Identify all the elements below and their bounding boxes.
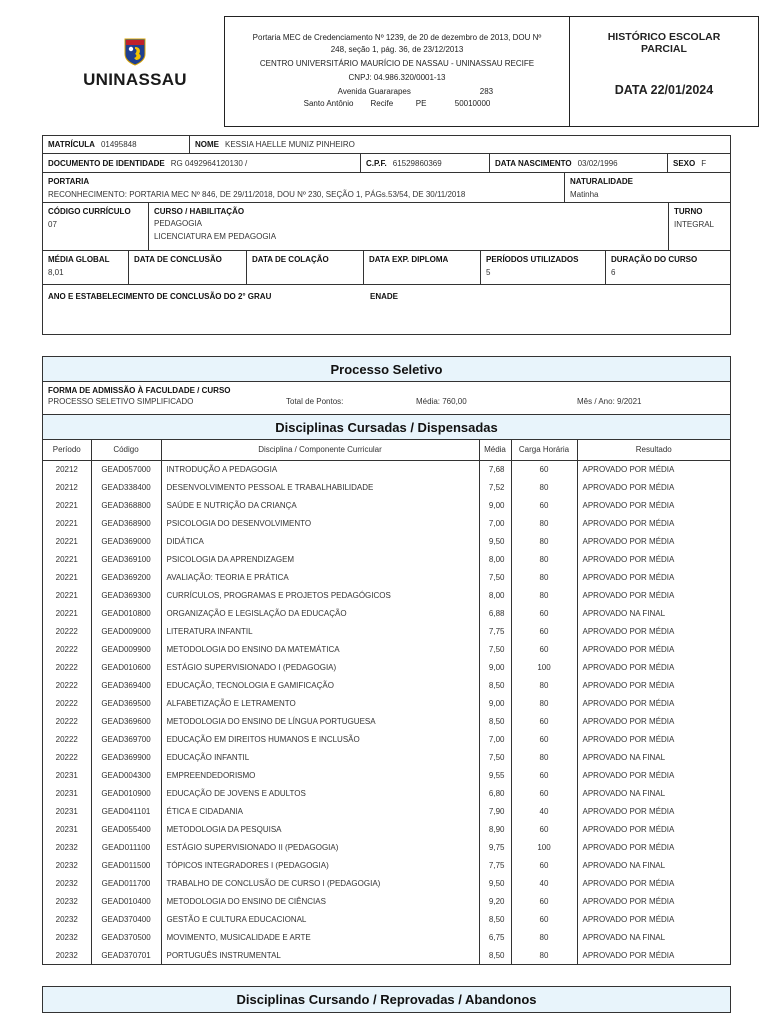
forma-admissao-value: PROCESSO SELETIVO SIMPLIFICADO <box>48 397 194 406</box>
info-row-documents <box>43 154 730 173</box>
cell-disciplina: ORGANIZAÇÃO E LEGISLAÇÃO DA EDUCAÇÃO <box>161 604 479 622</box>
naturalidade-value: Matinha <box>570 190 599 199</box>
portaria-field <box>43 173 565 202</box>
cell-disciplina: METODOLOGIA DO ENSINO DE CIÊNCIAS <box>161 892 479 910</box>
cell-codigo: GEAD004300 <box>91 766 161 784</box>
segundo-grau-label: ANO E ESTABELECIMENTO DE CONCLUSÃO DO 2° GRAU <box>48 292 272 301</box>
cell-periodo: 20222 <box>43 712 91 730</box>
table-row <box>43 640 730 658</box>
cell-carga-horaria: 60 <box>511 730 577 748</box>
info-row-conclusao <box>43 251 730 285</box>
cell-resultado: APROVADO POR MÉDIA <box>582 824 675 834</box>
cell-media: 8,50 <box>479 910 511 928</box>
document-title-line1: HISTÓRICO ESCOLAR <box>607 31 721 43</box>
cell-media: 9,55 <box>479 766 511 784</box>
cell-disciplina: EDUCAÇÃO DE JOVENS E ADULTOS <box>161 784 479 802</box>
cell-resultado: APROVADO POR MÉDIA <box>582 806 675 816</box>
cell-media: 6,88 <box>479 604 511 622</box>
table-row <box>43 604 730 622</box>
cell-resultado: APROVADO POR MÉDIA <box>582 500 675 510</box>
naturalidade-field <box>565 173 730 202</box>
disciplinas-cursadas-heading: Disciplinas Cursadas / Dispensadas <box>43 414 730 440</box>
nascimento-value: 03/02/1996 <box>577 159 618 168</box>
media-global-field <box>43 251 129 284</box>
nome-label: NOME <box>195 140 219 149</box>
shield-crest-icon <box>124 38 146 66</box>
table-row <box>43 928 730 946</box>
column-header-disciplina: Disciplina / Componente Curricular <box>161 440 479 460</box>
cell-periodo: 20231 <box>43 820 91 838</box>
cell-periodo: 20232 <box>43 910 91 928</box>
table-row <box>43 802 730 820</box>
cell-disciplina: AVALIAÇÃO: TEORIA E PRÁTICA <box>161 568 479 586</box>
cell-disciplina: EMPREENDEDORISMO <box>161 766 479 784</box>
cell-media: 7,75 <box>479 622 511 640</box>
table-row <box>43 658 730 676</box>
cell-periodo: 20232 <box>43 856 91 874</box>
cell-resultado: APROVADO POR MÉDIA <box>582 716 675 726</box>
cell-codigo: GEAD368900 <box>91 514 161 532</box>
cell-disciplina: EDUCAÇÃO EM DIREITOS HUMANOS E INCLUSÃO <box>161 730 479 748</box>
cell-periodo: 20232 <box>43 928 91 946</box>
codigo-curriculo-field <box>43 203 149 250</box>
cell-carga-horaria: 60 <box>511 910 577 928</box>
sexo-value: F <box>701 159 707 168</box>
cell-media: 9,20 <box>479 892 511 910</box>
cell-codigo: GEAD010400 <box>91 892 161 910</box>
cell-codigo: GEAD370701 <box>91 946 161 964</box>
cell-media: 7,50 <box>479 748 511 766</box>
column-header-media: Média <box>479 440 511 460</box>
cell-media: 9,00 <box>479 496 511 514</box>
media-global-value: 8,01 <box>48 268 64 277</box>
info-row-segundo-grau <box>43 285 730 334</box>
cell-media: 7,75 <box>479 856 511 874</box>
cell-resultado: APROVADO NA FINAL <box>582 608 666 618</box>
turno-label: TURNO <box>674 207 703 216</box>
cell-media: 8,50 <box>479 946 511 964</box>
cell-disciplina: ALFABETIZAÇÃO E LETRAMENTO <box>161 694 479 712</box>
cell-carga-horaria: 60 <box>511 784 577 802</box>
cell-media: 9,00 <box>479 658 511 676</box>
cell-carga-horaria: 60 <box>511 604 577 622</box>
institution-name: CENTRO UNIVERSITÁRIO MAURÍCIO DE NASSAU - UNINASSAU RECIFE <box>259 59 535 68</box>
cell-disciplina: ESTÁGIO SUPERVISIONADO II (PEDAGOGIA) <box>161 838 479 856</box>
codigo-curriculo-label: CÓDIGO CURRÍCULO <box>48 207 131 216</box>
cell-carga-horaria: 80 <box>511 946 577 964</box>
address-state: PE <box>415 99 427 108</box>
cell-periodo: 20222 <box>43 694 91 712</box>
turno-field <box>669 203 730 250</box>
mes-ano-admissao: Mês / Ano: 9/2021 <box>577 397 642 406</box>
cell-media: 7,00 <box>479 514 511 532</box>
logo-wordmark: UNINASSAU <box>83 70 187 89</box>
cell-periodo: 20221 <box>43 550 91 568</box>
cell-media: 9,75 <box>479 838 511 856</box>
address-street: Avenida Guararapes <box>337 87 411 96</box>
table-row <box>43 838 730 856</box>
periodos-field <box>481 251 606 284</box>
cell-periodo: 20222 <box>43 640 91 658</box>
cell-carga-horaria: 60 <box>511 766 577 784</box>
forma-admissao-label: FORMA DE ADMISSÃO À FACULDADE / CURSO <box>48 386 231 395</box>
info-row-curso <box>43 203 730 251</box>
data-colacao-label: DATA DE COLAÇÃO <box>252 255 329 264</box>
table-row <box>43 568 730 586</box>
cell-resultado: APROVADO POR MÉDIA <box>582 680 675 690</box>
cell-disciplina: LITERATURA INFANTIL <box>161 622 479 640</box>
cell-resultado: APROVADO POR MÉDIA <box>582 554 675 564</box>
column-header-carga-horaria: Carga Horária <box>511 440 577 460</box>
cell-periodo: 20232 <box>43 838 91 856</box>
cell-resultado: APROVADO NA FINAL <box>582 932 666 942</box>
media-global-label: MÉDIA GLOBAL <box>48 255 110 264</box>
cell-resultado: APROVADO POR MÉDIA <box>582 734 675 744</box>
cell-carga-horaria: 60 <box>511 640 577 658</box>
cell-periodo: 20222 <box>43 622 91 640</box>
document-date: DATA 22/01/2024 <box>614 83 714 97</box>
portaria-value: RECONHECIMENTO: PORTARIA MEC Nº 846, DE 29/11/2018, DOU Nº 230, SEÇÃO 1, PÁGs.53/54, DE 30/11/2018 <box>48 190 466 199</box>
institution-logo <box>60 38 210 108</box>
cell-periodo: 20221 <box>43 532 91 550</box>
documento-label: DOCUMENTO DE IDENTIDADE <box>48 159 165 168</box>
table-row <box>43 766 730 784</box>
cell-periodo: 20221 <box>43 586 91 604</box>
cell-resultado: APROVADO POR MÉDIA <box>582 536 675 546</box>
cell-disciplina: TRABALHO DE CONCLUSÃO DE CURSO I (PEDAGOGIA) <box>161 874 479 892</box>
address-city: Recife <box>370 99 394 108</box>
cell-periodo: 20222 <box>43 730 91 748</box>
cell-media: 8,50 <box>479 676 511 694</box>
cell-codigo: GEAD338400 <box>91 478 161 496</box>
data-conclusao-field <box>129 251 247 284</box>
table-row <box>43 820 730 838</box>
cell-codigo: GEAD369900 <box>91 748 161 766</box>
table-row <box>43 586 730 604</box>
cell-disciplina: PSICOLOGIA DA APRENDIZAGEM <box>161 550 479 568</box>
cell-media: 7,90 <box>479 802 511 820</box>
cell-carga-horaria: 80 <box>511 586 577 604</box>
duracao-label: DURAÇÃO DO CURSO <box>611 255 698 264</box>
address-street-row <box>225 86 569 98</box>
table-row <box>43 460 730 478</box>
cell-media: 7,52 <box>479 478 511 496</box>
cell-codigo: GEAD041101 <box>91 802 161 820</box>
cell-resultado: APROVADO POR MÉDIA <box>582 482 675 492</box>
cell-periodo: 20222 <box>43 658 91 676</box>
nascimento-label: DATA NASCIMENTO <box>495 159 572 168</box>
cell-resultado: APROVADO POR MÉDIA <box>582 914 675 924</box>
cell-resultado: APROVADO POR MÉDIA <box>582 626 675 636</box>
nome-value: KESSIA HAELLE MUNIZ PINHEIRO <box>225 140 355 149</box>
disciplinas-table <box>43 440 730 964</box>
cell-codigo: GEAD369500 <box>91 694 161 712</box>
segundo-grau-field <box>43 285 365 334</box>
cell-resultado: APROVADO POR MÉDIA <box>582 464 675 474</box>
curso-value: PEDAGOGIA <box>154 219 203 228</box>
cell-periodo: 20231 <box>43 766 91 784</box>
cell-periodo: 20221 <box>43 514 91 532</box>
cell-periodo: 20212 <box>43 478 91 496</box>
cell-carga-horaria: 80 <box>511 928 577 946</box>
document-title-area <box>570 17 758 126</box>
cell-media: 8,90 <box>479 820 511 838</box>
cell-resultado: APROVADO POR MÉDIA <box>582 698 675 708</box>
cell-media: 9,50 <box>479 532 511 550</box>
disciplinas-cursando-heading: Disciplinas Cursando / Reprovadas / Abandonos <box>42 986 731 1013</box>
table-row <box>43 496 730 514</box>
cell-media: 6,80 <box>479 784 511 802</box>
cell-codigo: GEAD369200 <box>91 568 161 586</box>
cell-resultado: APROVADO POR MÉDIA <box>582 590 675 600</box>
periodos-value: 5 <box>486 268 491 277</box>
cell-disciplina: PSICOLOGIA DO DESENVOLVIMENTO <box>161 514 479 532</box>
cell-disciplina: MOVIMENTO, MUSICALIDADE E ARTE <box>161 928 479 946</box>
cell-resultado: APROVADO NA FINAL <box>582 788 666 798</box>
disciplinas-table-body <box>43 460 730 964</box>
table-row <box>43 946 730 964</box>
enade-field <box>365 285 730 334</box>
nome-field <box>190 136 730 153</box>
cell-carga-horaria: 60 <box>511 460 577 478</box>
cell-periodo: 20221 <box>43 604 91 622</box>
table-row <box>43 874 730 892</box>
cell-resultado: APROVADO POR MÉDIA <box>582 878 675 888</box>
cell-disciplina: SAÚDE E NUTRIÇÃO DA CRIANÇA <box>161 496 479 514</box>
column-header-periodo: Período <box>43 440 91 460</box>
cell-resultado: APROVADO POR MÉDIA <box>582 572 675 582</box>
table-header-row <box>43 440 730 460</box>
cell-codigo: GEAD011500 <box>91 856 161 874</box>
cell-carga-horaria: 40 <box>511 874 577 892</box>
cell-resultado: APROVADO POR MÉDIA <box>582 518 675 528</box>
cell-disciplina: INTRODUÇÃO A PEDAGOGIA <box>161 460 479 478</box>
cell-carga-horaria: 100 <box>511 838 577 856</box>
cell-codigo: GEAD010900 <box>91 784 161 802</box>
cell-carga-horaria: 80 <box>511 694 577 712</box>
cell-media: 8,50 <box>479 712 511 730</box>
column-header-resultado: Resultado <box>577 440 730 460</box>
cell-resultado: APROVADO NA FINAL <box>582 860 666 870</box>
cell-periodo: 20231 <box>43 784 91 802</box>
duracao-value: 6 <box>611 268 616 277</box>
cell-periodo: 20232 <box>43 946 91 964</box>
cell-resultado: APROVADO POR MÉDIA <box>582 662 675 672</box>
table-row <box>43 910 730 928</box>
cell-codigo: GEAD369100 <box>91 550 161 568</box>
cell-codigo: GEAD369300 <box>91 586 161 604</box>
cell-resultado: APROVADO POR MÉDIA <box>582 950 675 960</box>
cell-carga-horaria: 60 <box>511 892 577 910</box>
address-city-row <box>225 98 569 110</box>
cell-resultado: APROVADO POR MÉDIA <box>582 644 675 654</box>
data-exp-diploma-field <box>364 251 481 284</box>
cell-resultado: APROVADO POR MÉDIA <box>582 896 675 906</box>
cell-disciplina: ESTÁGIO SUPERVISIONADO I (PEDAGOGIA) <box>161 658 479 676</box>
cell-disciplina: DESENVOLVIMENTO PESSOAL E TRABALHABILIDADE <box>161 478 479 496</box>
documento-value: RG 0492964120130 / <box>170 159 248 168</box>
cell-disciplina: CURRÍCULOS, PROGRAMAS E PROJETOS PEDAGÓGICOS <box>161 586 479 604</box>
info-row-portaria <box>43 173 730 203</box>
portaria-label: PORTARIA <box>48 177 90 186</box>
table-row <box>43 784 730 802</box>
table-row <box>43 892 730 910</box>
cell-carga-horaria: 60 <box>511 712 577 730</box>
cell-media: 7,50 <box>479 640 511 658</box>
address-cep: 50010000 <box>454 99 491 108</box>
sexo-label: SEXO <box>673 159 696 168</box>
cell-codigo: GEAD368800 <box>91 496 161 514</box>
cell-carga-horaria: 60 <box>511 856 577 874</box>
portaria-credenciamento-line2: 248, seção 1, pág. 36, de 23/12/2013 <box>330 45 464 54</box>
academic-record <box>42 356 731 965</box>
cell-carga-horaria: 80 <box>511 676 577 694</box>
cell-disciplina: METODOLOGIA DA PESQUISA <box>161 820 479 838</box>
cell-periodo: 20232 <box>43 892 91 910</box>
cell-codigo: GEAD369000 <box>91 532 161 550</box>
cell-carga-horaria: 80 <box>511 478 577 496</box>
processo-seletivo-heading: Processo Seletivo <box>43 357 730 382</box>
nascimento-field <box>490 154 668 172</box>
enade-label: ENADE <box>370 292 399 301</box>
cpf-value: 61529860369 <box>392 159 442 168</box>
cell-disciplina: EDUCAÇÃO INFANTIL <box>161 748 479 766</box>
cpf-label: C.P.F. <box>366 159 387 168</box>
data-colacao-field <box>247 251 364 284</box>
cell-codigo: GEAD370400 <box>91 910 161 928</box>
media-admissao: Média: 760,00 <box>416 397 467 406</box>
cell-carga-horaria: 40 <box>511 802 577 820</box>
table-row <box>43 694 730 712</box>
cell-media: 9,50 <box>479 874 511 892</box>
table-row <box>43 514 730 532</box>
table-row <box>43 748 730 766</box>
cell-codigo: GEAD009000 <box>91 622 161 640</box>
cell-disciplina: METODOLOGIA DO ENSINO DA MATEMÁTICA <box>161 640 479 658</box>
cell-media: 7,50 <box>479 568 511 586</box>
cell-codigo: GEAD369700 <box>91 730 161 748</box>
cell-codigo: GEAD369600 <box>91 712 161 730</box>
table-row <box>43 550 730 568</box>
document-header <box>224 16 759 127</box>
column-header-codigo: Código <box>91 440 161 460</box>
cell-media: 7,68 <box>479 460 511 478</box>
document-title-line2: PARCIAL <box>641 43 687 55</box>
cell-codigo: GEAD369400 <box>91 676 161 694</box>
cell-resultado: APROVADO POR MÉDIA <box>582 842 675 852</box>
cell-resultado: APROVADO POR MÉDIA <box>582 770 675 780</box>
matricula-value: 01495848 <box>100 140 137 149</box>
cell-carga-horaria: 80 <box>511 748 577 766</box>
table-row <box>43 730 730 748</box>
cell-resultado: APROVADO NA FINAL <box>582 752 666 762</box>
cell-media: 6,75 <box>479 928 511 946</box>
table-row <box>43 532 730 550</box>
total-pontos: Total de Pontos: <box>286 397 344 406</box>
address-district: Santo Antônio <box>303 99 354 108</box>
cell-periodo: 20232 <box>43 874 91 892</box>
admission-values <box>48 397 725 409</box>
cell-media: 8,00 <box>479 550 511 568</box>
cell-carga-horaria: 80 <box>511 532 577 550</box>
cell-carga-horaria: 80 <box>511 514 577 532</box>
cell-periodo: 20222 <box>43 748 91 766</box>
table-row <box>43 622 730 640</box>
table-row <box>43 676 730 694</box>
curso-field <box>149 203 669 250</box>
cell-codigo: GEAD010600 <box>91 658 161 676</box>
cell-disciplina: PORTUGUÊS INSTRUMENTAL <box>161 946 479 964</box>
address-number: 283 <box>479 87 494 96</box>
sexo-field <box>668 154 730 172</box>
cell-codigo: GEAD011700 <box>91 874 161 892</box>
table-row <box>43 856 730 874</box>
periodos-label: PERÍODOS UTILIZADOS <box>486 255 579 264</box>
info-row-identity <box>43 136 730 154</box>
cell-periodo: 20221 <box>43 496 91 514</box>
cell-disciplina: EDUCAÇÃO, TECNOLOGIA E GAMIFICAÇÃO <box>161 676 479 694</box>
cell-codigo: GEAD055400 <box>91 820 161 838</box>
data-conclusao-label: DATA DE CONCLUSÃO <box>134 255 222 264</box>
documento-field <box>43 154 361 172</box>
cell-carga-horaria: 60 <box>511 622 577 640</box>
cell-periodo: 20212 <box>43 460 91 478</box>
institution-info <box>225 17 570 126</box>
cell-periodo: 20222 <box>43 676 91 694</box>
portaria-credenciamento-line1: Portaria MEC de Credenciamento Nº 1239, de 20 de dezembro de 2013, DOU Nº <box>252 33 542 42</box>
cell-codigo: GEAD370500 <box>91 928 161 946</box>
cell-carga-horaria: 100 <box>511 658 577 676</box>
cell-disciplina: TÓPICOS INTEGRADORES I (PEDAGOGIA) <box>161 856 479 874</box>
cell-media: 7,00 <box>479 730 511 748</box>
cpf-field <box>361 154 490 172</box>
cell-carga-horaria: 60 <box>511 820 577 838</box>
cell-disciplina: ÉTICA E CIDADANIA <box>161 802 479 820</box>
cell-codigo: GEAD010800 <box>91 604 161 622</box>
cell-disciplina: DIDÁTICA <box>161 532 479 550</box>
cell-media: 9,00 <box>479 694 511 712</box>
duracao-field <box>606 251 730 284</box>
matricula-label: MATRÍCULA <box>48 140 95 149</box>
matricula-field <box>43 136 190 153</box>
habilitacao-value: LICENCIATURA EM PEDAGOGIA <box>154 232 277 241</box>
institution-cnpj: CNPJ: 04.986.320/0001-13 <box>348 73 446 82</box>
admission-info <box>43 382 730 414</box>
cell-carga-horaria: 80 <box>511 568 577 586</box>
cell-periodo: 20221 <box>43 568 91 586</box>
cell-media: 8,00 <box>479 586 511 604</box>
curso-label: CURSO / HABILITAÇÃO <box>154 207 245 216</box>
cell-disciplina: METODOLOGIA DO ENSINO DE LÍNGUA PORTUGUESA <box>161 712 479 730</box>
cell-codigo: GEAD057000 <box>91 460 161 478</box>
cell-disciplina: GESTÃO E CULTURA EDUCACIONAL <box>161 910 479 928</box>
cell-codigo: GEAD009900 <box>91 640 161 658</box>
cell-periodo: 20231 <box>43 802 91 820</box>
data-exp-diploma-label: DATA EXP. DIPLOMA <box>369 255 449 264</box>
table-row <box>43 712 730 730</box>
codigo-curriculo-value: 07 <box>48 220 57 229</box>
turno-value: INTEGRAL <box>674 220 715 229</box>
student-info-grid <box>42 135 731 335</box>
naturalidade-label: NATURALIDADE <box>570 177 633 186</box>
table-row <box>43 478 730 496</box>
cell-carga-horaria: 80 <box>511 550 577 568</box>
cell-carga-horaria: 60 <box>511 496 577 514</box>
cell-codigo: GEAD011100 <box>91 838 161 856</box>
